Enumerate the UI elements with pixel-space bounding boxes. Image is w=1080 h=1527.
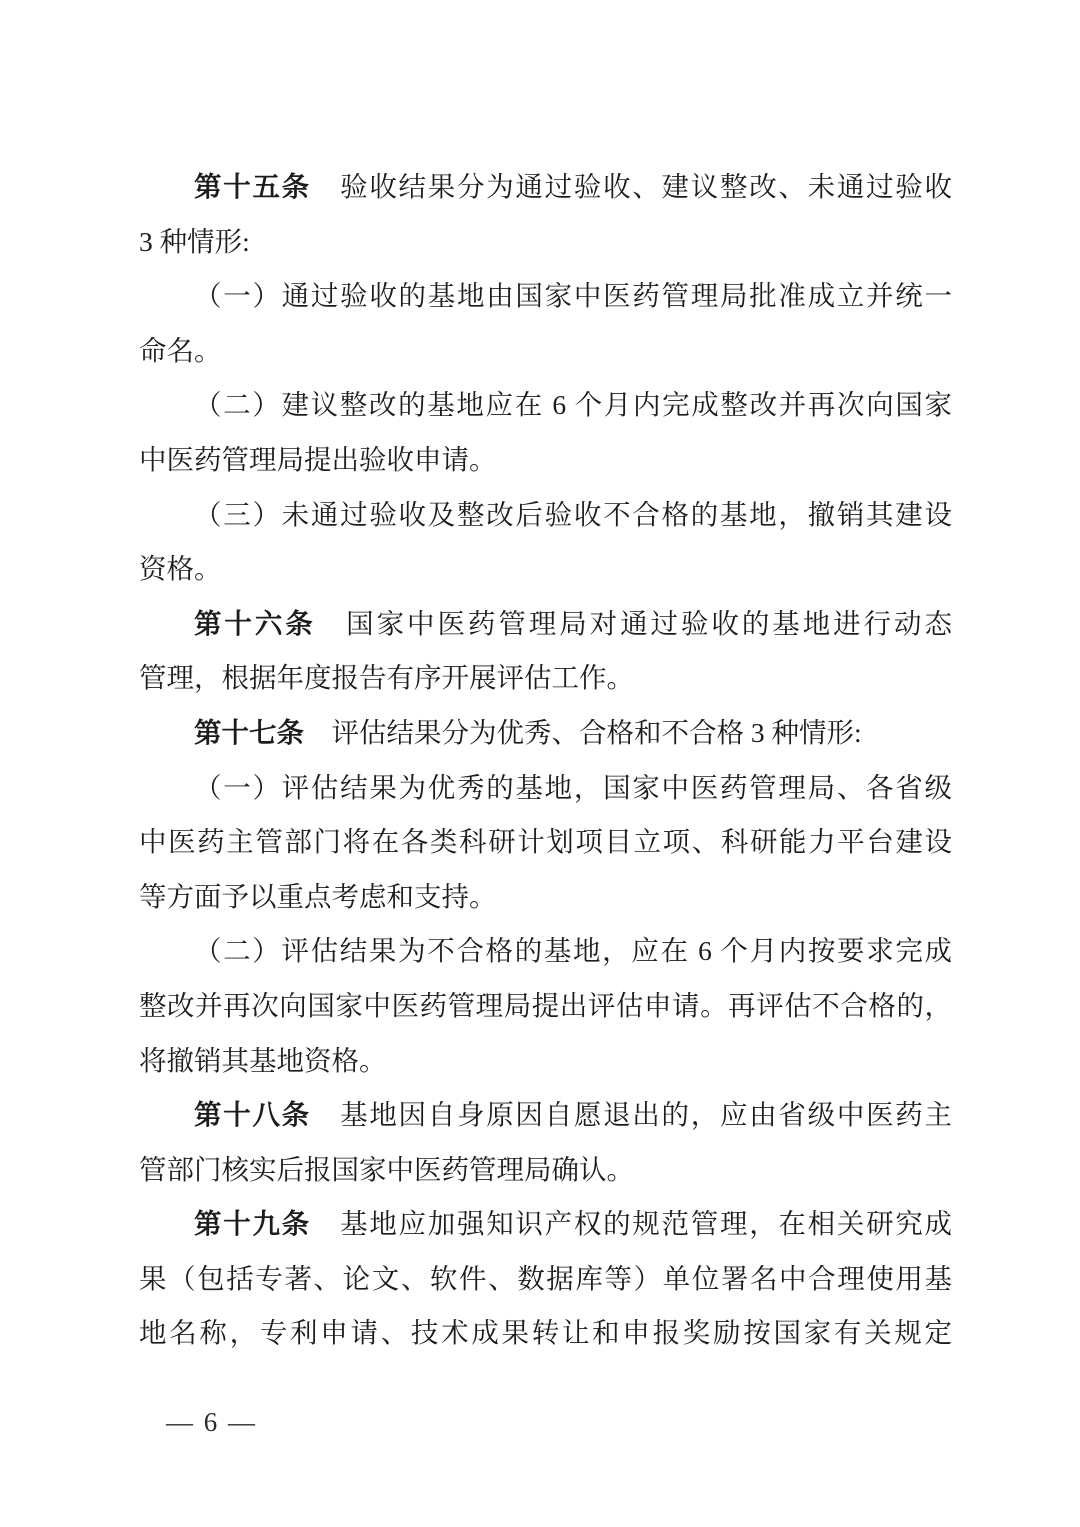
article-number: 第十七条 (194, 716, 304, 748)
body-text: 中医药主管部门将在各类科研计划项目立项、科研能力平台建设 (139, 826, 952, 858)
text-line (139, 651, 952, 706)
body-text: 将撤销其基地资格。 (139, 1044, 387, 1076)
article-number: 第十八条 (194, 1099, 311, 1131)
paragraph (139, 1197, 952, 1361)
paragraph (139, 706, 952, 761)
body-text: 命名。 (139, 334, 222, 366)
text-line (139, 1034, 952, 1089)
body-text: 整改并再次向国家中医药管理局提出评估申请。再评估不合格的， (139, 989, 952, 1021)
paragraph (139, 160, 952, 269)
body-text: 3 种情形: (139, 225, 250, 257)
body-text: 国家中医药管理局对通过验收的基地进行动态 (315, 607, 952, 639)
text-line (139, 269, 952, 324)
text-line (139, 488, 952, 543)
text-line (139, 870, 952, 925)
document-body (139, 160, 952, 1361)
paragraph (139, 761, 952, 925)
body-text: （二）建议整改的基地应在 6 个月内完成整改并再次向国家 (194, 389, 952, 421)
body-text: 资格。 (139, 553, 222, 585)
body-text: 地名称，专利申请、技术成果转让和申报奖励按国家有关规定 (139, 1317, 952, 1349)
text-line (139, 542, 952, 597)
paragraph (139, 597, 952, 706)
text-line (139, 215, 952, 270)
body-text: （一）评估结果为优秀的基地，国家中医药管理局、各省级 (194, 771, 952, 803)
body-text: 基地应加强知识产权的规范管理，在相关研究成 (310, 1208, 953, 1240)
text-line (139, 1143, 952, 1198)
text-line (139, 761, 952, 816)
text-line (139, 160, 952, 215)
text-line (139, 815, 952, 870)
text-line (139, 1306, 952, 1361)
text-line (139, 597, 952, 652)
text-line (139, 433, 952, 488)
body-text: 评估结果分为优秀、合格和不合格 3 种情形: (304, 716, 862, 748)
body-text: 管部门核实后报国家中医药管理局确认。 (139, 1153, 634, 1185)
text-line (139, 324, 952, 379)
body-text: 中医药管理局提出验收申请。 (139, 443, 497, 475)
body-text: 验收结果分为通过验收、建议整改、未通过验收 (310, 171, 953, 202)
paragraph (139, 378, 952, 487)
text-line (139, 706, 952, 761)
body-text: （二）评估结果为不合格的基地，应在 6 个月内按要求完成 (194, 935, 952, 967)
text-line (139, 378, 952, 433)
article-number: 第十六条 (194, 607, 316, 639)
page-number: — 6 — (166, 1407, 255, 1437)
article-number: 第十五条 (194, 171, 311, 202)
text-line (139, 924, 952, 979)
paragraph (139, 269, 952, 378)
body-text: 果（包括专著、论文、软件、数据库等）单位署名中合理使用基 (139, 1262, 952, 1294)
body-text: 等方面予以重点考虑和支持。 (139, 880, 497, 912)
text-line (139, 979, 952, 1034)
body-text: 基地因自身原因自愿退出的，应由省级中医药主 (310, 1099, 953, 1131)
text-line (139, 1088, 952, 1143)
body-text: 管理，根据年度报告有序开展评估工作。 (139, 662, 634, 694)
paragraph (139, 1088, 952, 1197)
article-number: 第十九条 (194, 1208, 311, 1240)
text-line (139, 1197, 952, 1252)
paragraph (139, 924, 952, 1088)
body-text: （一）通过验收的基地由国家中医药管理局批准成立并统一 (194, 280, 952, 312)
paragraph (139, 488, 952, 597)
body-text: （三）未通过验收及整改后验收不合格的基地，撤销其建设 (194, 498, 952, 530)
text-line (139, 1252, 952, 1307)
